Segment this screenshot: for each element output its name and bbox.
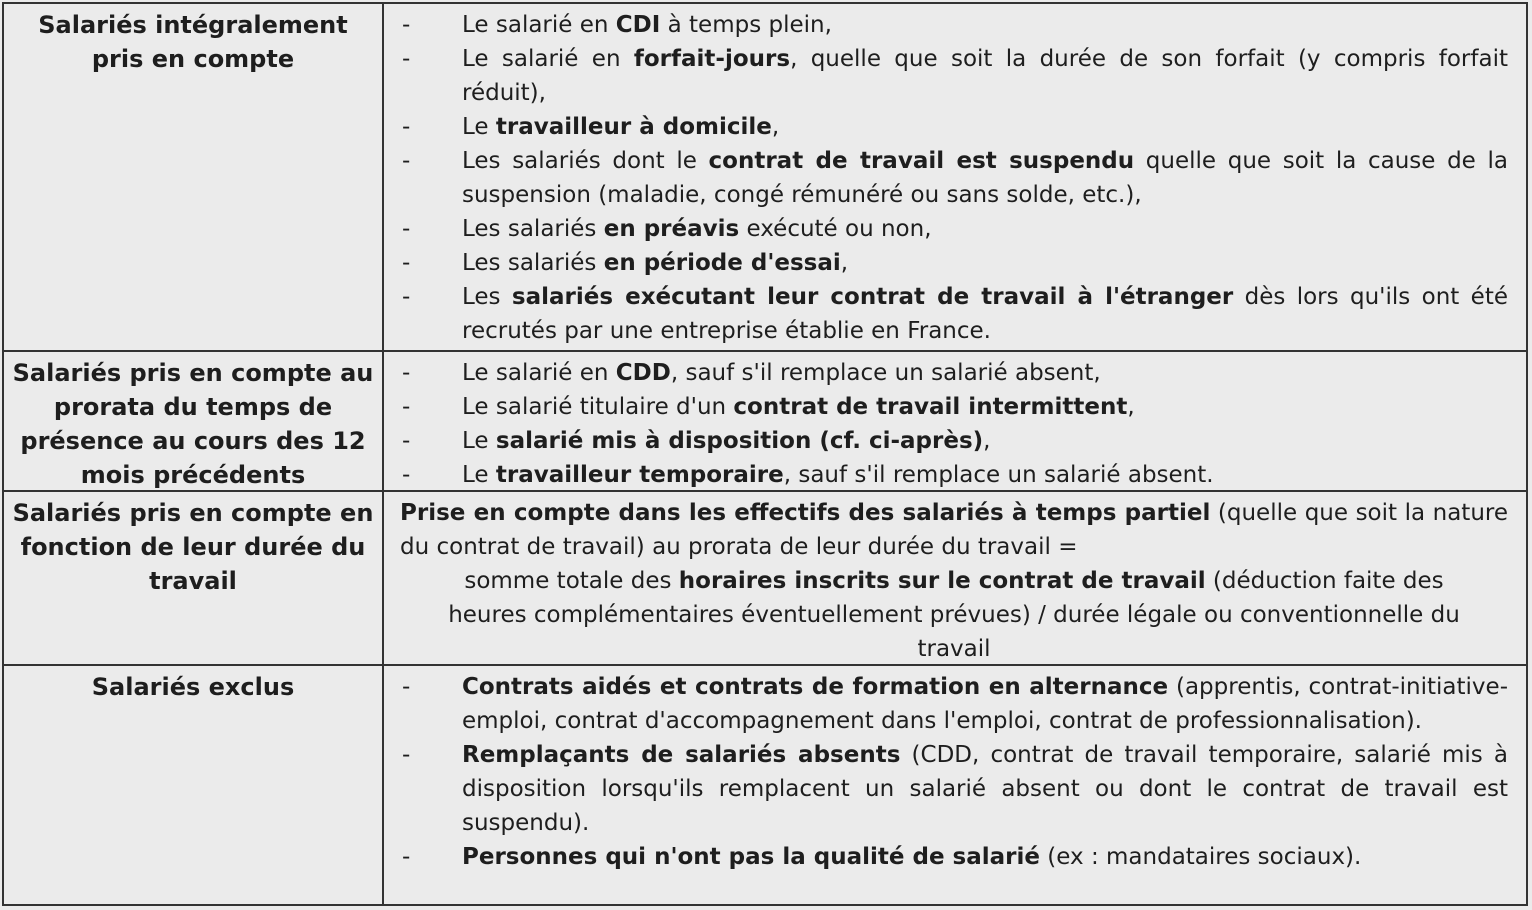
- list-item: - Le salarié titulaire d'un contrat de travail intermittent,: [402, 394, 1135, 420]
- list-item: - Les salariés exécutant leur contrat de travail à l'étranger dès lors qu'ils ont été recrutés par une entreprise établie en France.: [402, 284, 1508, 344]
- row-label: Salariés exclus: [4, 666, 384, 904]
- row-label: Salariés pris en compte au prorata du temps de présence au cours des 12 mois précédents: [4, 352, 384, 490]
- list-item: - Le salarié en forfait-jours, quelle que soit la durée de son forfait (y compris forfait réduit),: [402, 46, 1508, 106]
- list-item: - Les salariés en préavis exécuté ou non,: [402, 216, 932, 242]
- row-content: [384, 4, 1526, 350]
- list-item: - Contrats aidés et contrats de formation en alternance (apprentis, contrat-initiative-emploi, contrat d'accompagnement dans l'emploi, contrat de professionnalisation).: [402, 674, 1508, 734]
- list-item: - Le travailleur à domicile,: [402, 114, 780, 140]
- criteria-list: [400, 670, 1508, 874]
- table-row-prorata-presence: [4, 352, 1526, 492]
- criteria-list: [400, 356, 1508, 490]
- list-item: - Personnes qui n'ont pas la qualité de salarié (ex : mandataires sociaux).: [402, 844, 1362, 870]
- formula: somme totale des horaires inscrits sur le contrat de travail (déduction faite des heures complémentaires éventuellement prévues) / durée légale ou conventionnelle du travail: [448, 568, 1460, 662]
- list-item: - Les salariés en période d'essai,: [402, 250, 849, 276]
- row-content: [384, 666, 1526, 904]
- row-label: Salariés pris en compte en fonction de leur durée du travail: [4, 492, 384, 664]
- part-time-rule: Prise en compte dans les effectifs des salariés à temps partiel (quelle que soit la nature du contrat de travail) au prorata de leur durée du travail =: [400, 500, 1508, 560]
- row-content: [384, 352, 1526, 490]
- list-item: - Le salarié en CDD, sauf s'il remplace un salarié absent,: [402, 360, 1101, 386]
- table-row-fully-counted: [4, 4, 1526, 352]
- list-item: - Le salarié en CDI à temps plein,: [402, 12, 832, 38]
- list-item: - Le salarié mis à disposition (cf. ci-après),: [402, 428, 991, 454]
- row-label: Salariés intégralement pris en compte: [4, 4, 384, 350]
- list-item: - Les salariés dont le contrat de travail est suspendu quelle que soit la cause de la suspension (maladie, congé rémunéré ou sans solde, etc.),: [402, 148, 1508, 208]
- list-item: - Remplaçants de salariés absents (CDD, contrat de travail temporaire, salarié mis à disposition lorsqu'ils remplacent un salarié absent ou dont le contrat de travail est suspendu).: [402, 742, 1509, 836]
- list-item: - Le travailleur temporaire, sauf s'il remplace un salarié absent.: [402, 462, 1214, 488]
- table-row-excluded: [4, 666, 1526, 904]
- row-content: [384, 492, 1526, 664]
- criteria-list: [400, 8, 1508, 348]
- table-row-working-time: [4, 492, 1526, 666]
- employee-count-table: [2, 2, 1528, 906]
